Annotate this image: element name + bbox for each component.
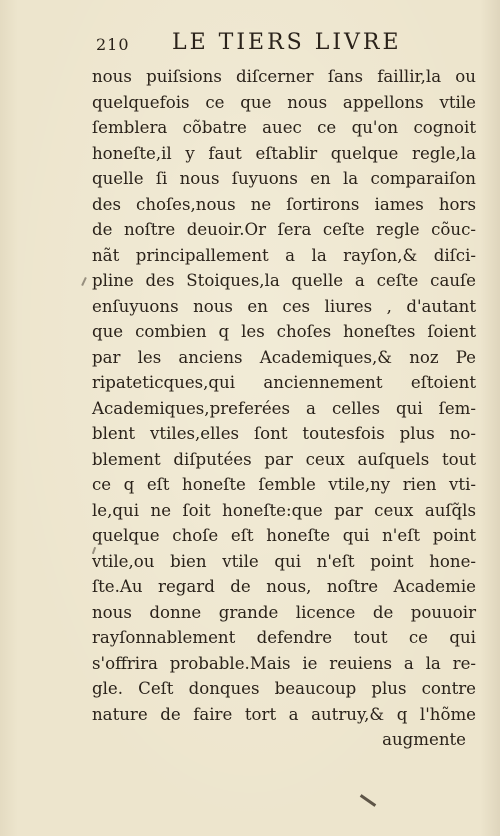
margin-mark bbox=[81, 277, 87, 286]
text-line: gle. Ceſt donques beaucoup plus contre bbox=[92, 679, 476, 698]
text-line: Academiques,preferées a celles qui ſem- bbox=[92, 398, 476, 418]
text-line: nous puiſsions diſcerner ſans faillir,la ou bbox=[92, 67, 476, 86]
text-line: nous donne grande licence de pouuoir bbox=[92, 602, 476, 622]
text-line: blement diſputées par ceux auſquels tout bbox=[92, 449, 476, 469]
text-line: ſemblera cõbatre auec ce qu'on cognoit bbox=[92, 118, 476, 137]
text-line: le,qui ne ſoit honeſte:que par ceux auſq̃ls bbox=[92, 500, 476, 520]
text-line: ripateticques,qui anciennement eſtoient bbox=[92, 373, 476, 392]
text-line: honeſte,il y faut eſtablir quelque regle,la bbox=[92, 143, 476, 163]
catchword: augmente bbox=[382, 730, 466, 749]
text-line: blent vtiles,elles ſont toutesfois plus no- bbox=[92, 424, 476, 443]
text-line: quelquefois ce que nous appellons vtile bbox=[92, 92, 476, 112]
body-text bbox=[92, 64, 476, 753]
text-line: pline des Stoiques,la quelle a ceſte cauſe bbox=[92, 271, 476, 290]
text-line: vtile,ou bien vtile qui n'eſt point hone- bbox=[92, 551, 476, 571]
text-line: enſuyuons nous en ces liures , d'autant bbox=[92, 296, 476, 316]
page-number: 210 bbox=[96, 35, 130, 54]
text-line: ſte.Au regard de nous, noſtre Academie bbox=[92, 577, 476, 596]
text-line: nãt principallement a la rayſon,& diſci- bbox=[92, 245, 476, 265]
page-header bbox=[96, 30, 476, 60]
text-line: nature de faire tort a autruy,& q l'hõme bbox=[92, 704, 476, 724]
text-line: de noſtre deuoir.Or ſera ceſte regle cõuc- bbox=[92, 220, 476, 239]
text-line: quelle ſi nous ſuyuons en la comparaiſon bbox=[92, 169, 476, 188]
text-line: par les anciens Academiques,& noz Pe bbox=[92, 347, 476, 367]
ink-mark bbox=[360, 794, 376, 807]
text-line: que combien q les choſes honeſtes ſoient bbox=[92, 322, 476, 341]
running-title: LE TIERS LIVRE bbox=[172, 30, 402, 55]
text-line: rayſonnablement defendre tout ce qui bbox=[92, 628, 476, 647]
text-line: des choſes,nous ne ſortirons iames hors bbox=[92, 194, 476, 214]
text-line: quelque choſe eſt honeſte qui n'eſt point bbox=[92, 526, 476, 545]
text-line: ce q eſt honeſte ſemble vtile,ny rien vti- bbox=[92, 475, 476, 494]
text-line: s'offrira probable.Mais ie reuiens a la re- bbox=[92, 653, 476, 673]
